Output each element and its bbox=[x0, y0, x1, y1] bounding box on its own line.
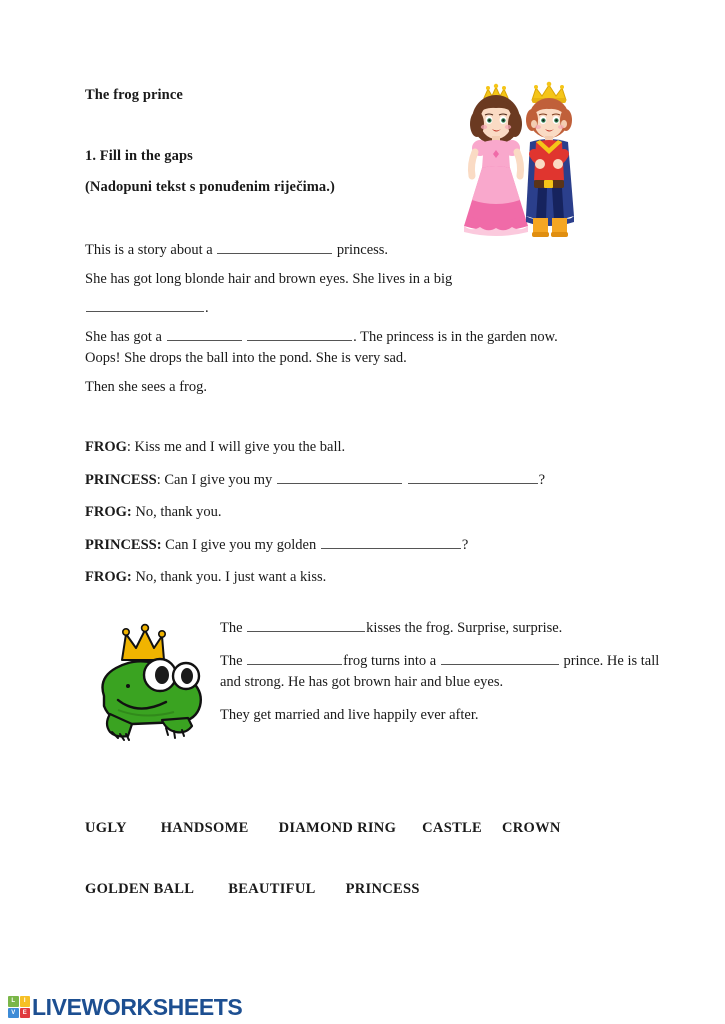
dialogue-text: No, thank you. bbox=[131, 504, 222, 520]
frog-line-3-text: They get married and live happily ever after. bbox=[220, 707, 479, 723]
dialogue-text: Can I give you my golden bbox=[161, 537, 317, 553]
word-bank-item[interactable]: CASTLE bbox=[422, 820, 482, 836]
answer-blank[interactable] bbox=[408, 470, 538, 484]
dialogue-section bbox=[85, 438, 625, 600]
liveworksheets-logo[interactable] bbox=[8, 992, 242, 1022]
word-bank-item[interactable]: HANDSOME bbox=[160, 820, 249, 836]
story-line-2-text: She has got long blonde hair and brown eyes. She lives in a big bbox=[85, 271, 453, 287]
answer-blank[interactable] bbox=[167, 327, 242, 341]
crowned-frog-illustration bbox=[88, 618, 216, 750]
frog-line-2 bbox=[220, 651, 660, 693]
word-bank-item[interactable]: BEAUTIFUL bbox=[228, 881, 316, 897]
answer-blank[interactable] bbox=[277, 470, 402, 484]
logo-cell-e: E bbox=[20, 1008, 31, 1019]
dialogue-text: No, thank you. I just want a kiss. bbox=[131, 569, 327, 585]
dialogue-text: : Can I give you my bbox=[156, 472, 273, 488]
story-line-3-after: . bbox=[205, 300, 209, 316]
word-bank-item[interactable]: CROWN bbox=[501, 820, 561, 836]
dialogue-line-princess-1 bbox=[85, 470, 625, 490]
story-line-6-text: Then she sees a frog. bbox=[85, 379, 207, 395]
story-line-1-before: This is a story about a bbox=[85, 242, 213, 258]
story-line-5: Oops! She drops the ball into the pond. She is very sad. bbox=[85, 350, 407, 366]
liveworksheets-logo-icon bbox=[8, 996, 30, 1018]
dialogue-line-frog-3 bbox=[85, 568, 625, 587]
frog-line-2-before: The bbox=[220, 653, 243, 669]
answer-blank[interactable] bbox=[247, 327, 352, 341]
frog-line-3 bbox=[220, 705, 660, 726]
frog-line-1-after: kisses the frog. Surprise, surprise. bbox=[366, 620, 563, 636]
story-line-2 bbox=[85, 269, 615, 290]
task-instruction-translation: (Nadopuni tekst s ponuđenim riječima.) bbox=[85, 179, 335, 195]
dialogue-suffix: ? bbox=[538, 472, 545, 488]
answer-blank[interactable] bbox=[217, 240, 332, 254]
story-line-6 bbox=[85, 377, 615, 398]
word-bank-row-1 bbox=[85, 820, 561, 837]
speaker-label: PRINCESS: bbox=[85, 537, 162, 553]
story-line-4 bbox=[85, 327, 615, 369]
word-bank-item[interactable]: UGLY bbox=[85, 820, 127, 836]
liveworksheets-logo-text: LIVEWORKSHEETS bbox=[32, 993, 243, 1020]
answer-blank[interactable] bbox=[247, 618, 365, 632]
speaker-label: PRINCESS bbox=[85, 472, 157, 488]
frog-line-1 bbox=[220, 618, 660, 639]
story-line-4-after: . The princess is in the garden now. bbox=[353, 329, 558, 345]
dialogue-line-frog-2 bbox=[85, 503, 625, 522]
frog-line-2-mid: frog turns into a bbox=[343, 653, 437, 669]
dialogue-text: : Kiss me and I will give you the ball. bbox=[126, 439, 346, 455]
logo-cell-l: L bbox=[8, 996, 19, 1007]
dialogue-suffix: ? bbox=[461, 537, 469, 553]
story-line-4-before: She has got a bbox=[85, 329, 162, 345]
story-line-1 bbox=[85, 240, 615, 261]
logo-cell-i: I bbox=[20, 996, 31, 1007]
page-title: The frog prince bbox=[85, 87, 183, 103]
word-bank-item[interactable]: GOLDEN BALL bbox=[85, 881, 195, 897]
story-text bbox=[85, 240, 615, 406]
story-line-3 bbox=[85, 298, 615, 319]
frog-line-1-before: The bbox=[220, 620, 243, 636]
task-instruction: 1. Fill in the gaps bbox=[85, 148, 193, 164]
speaker-label: FROG: bbox=[85, 504, 132, 520]
answer-blank[interactable] bbox=[86, 298, 204, 312]
dialogue-line-princess-2 bbox=[85, 535, 625, 555]
answer-blank[interactable] bbox=[441, 651, 559, 665]
frog-line-2-rest: prince. He is tall and strong. He has got brown hair and blue eyes. bbox=[220, 653, 660, 690]
answer-blank[interactable] bbox=[247, 651, 342, 665]
dialogue-line-frog-1 bbox=[85, 438, 625, 457]
speaker-label: FROG bbox=[85, 439, 127, 455]
princess-and-prince-illustration bbox=[432, 76, 584, 244]
frog-section-text bbox=[220, 618, 660, 738]
answer-blank[interactable] bbox=[321, 535, 461, 549]
speaker-label: FROG: bbox=[85, 569, 132, 585]
word-bank-item[interactable]: DIAMOND RING bbox=[278, 820, 397, 836]
logo-cell-v: V bbox=[8, 1008, 19, 1019]
word-bank-item[interactable]: PRINCESS bbox=[345, 881, 420, 897]
word-bank-row-2 bbox=[85, 881, 420, 898]
story-line-1-after: princess. bbox=[336, 242, 389, 258]
